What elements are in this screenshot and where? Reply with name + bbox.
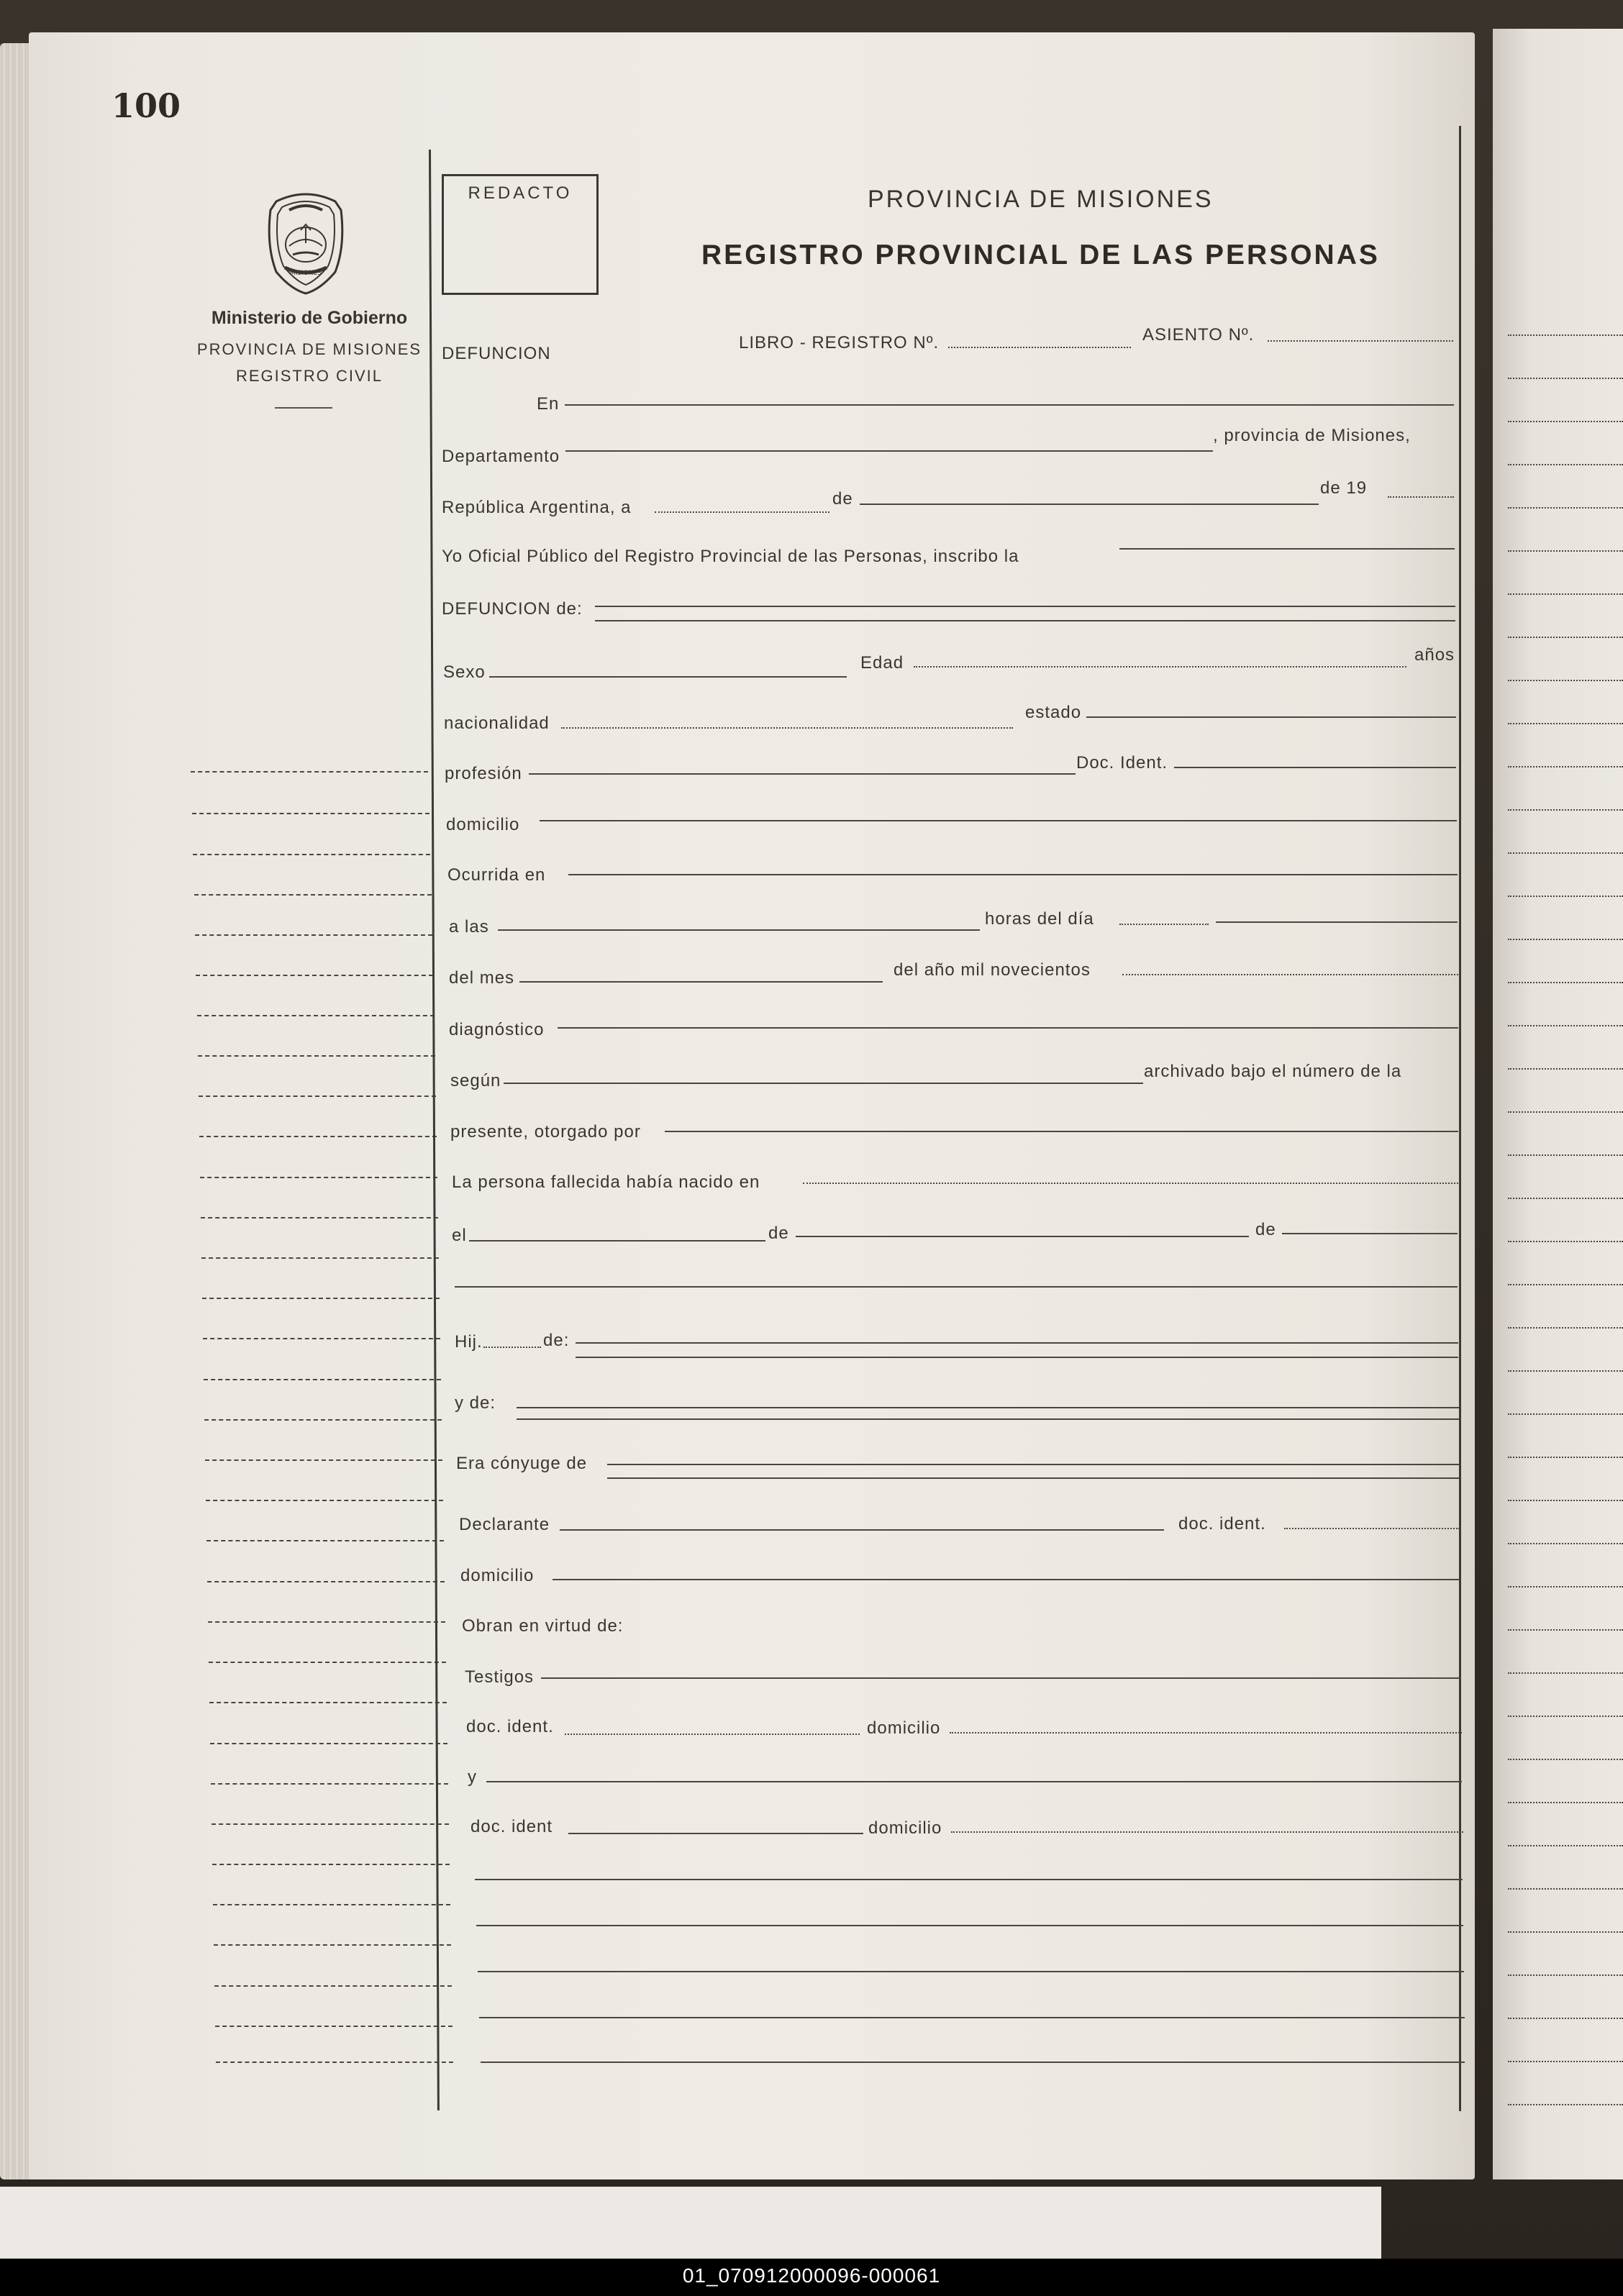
margin-line bbox=[216, 2062, 453, 2063]
birth-month-field[interactable] bbox=[796, 1236, 1249, 1237]
declarante-field[interactable] bbox=[560, 1529, 1164, 1531]
mother-field[interactable] bbox=[517, 1407, 1459, 1408]
birth-year-field[interactable] bbox=[1282, 1233, 1458, 1234]
facing-line bbox=[1508, 421, 1623, 422]
defuncion-de-field[interactable] bbox=[595, 606, 1455, 607]
year-field[interactable] bbox=[1388, 496, 1454, 498]
y-label: y bbox=[468, 1767, 477, 1787]
en-label: En bbox=[537, 394, 560, 414]
facing-line bbox=[1508, 637, 1623, 638]
facing-line bbox=[1508, 2061, 1623, 2062]
misiones-seal-icon bbox=[260, 188, 351, 295]
presente-label: presente, otorgado por bbox=[450, 1122, 641, 1142]
sexo-field[interactable] bbox=[489, 676, 847, 678]
sexo-label: Sexo bbox=[443, 662, 486, 682]
declarante-doc-label: doc. ident. bbox=[1178, 1514, 1266, 1534]
margin-line bbox=[210, 1743, 447, 1744]
departamento-field[interactable] bbox=[565, 450, 1213, 452]
ministry-province: PROVINCIA DE MISIONES bbox=[196, 340, 422, 358]
margin-line bbox=[204, 1379, 441, 1380]
facing-line bbox=[1508, 896, 1623, 897]
facing-line bbox=[1508, 1759, 1623, 1760]
facing-line bbox=[1508, 1845, 1623, 1846]
province-title: PROVINCIA DE MISIONES bbox=[868, 186, 1214, 213]
asiento-label: ASIENTO Nº. bbox=[1142, 325, 1255, 345]
diagnostico-field[interactable] bbox=[558, 1027, 1458, 1029]
margin-line bbox=[195, 934, 432, 936]
margin-line bbox=[212, 1864, 450, 1865]
de-colon-label: de: bbox=[543, 1331, 570, 1350]
redacto-label: REDACTO bbox=[468, 183, 573, 203]
conyuge-label: Era cónyuge de bbox=[456, 1454, 588, 1473]
facing-line bbox=[1508, 1931, 1623, 1933]
a-las-label: a las bbox=[449, 917, 489, 937]
defuncion-de-label: DEFUNCION de: bbox=[442, 599, 583, 619]
estado-label: estado bbox=[1025, 703, 1082, 722]
estado-field[interactable] bbox=[1086, 716, 1456, 718]
anos-label: años bbox=[1414, 645, 1455, 665]
margin-line bbox=[198, 1055, 435, 1057]
inscribo-field[interactable] bbox=[1119, 548, 1455, 550]
margin-line bbox=[192, 813, 429, 814]
facing-line bbox=[1508, 1888, 1623, 1890]
witness1-domicilio-field[interactable] bbox=[950, 1732, 1462, 1734]
blank-line[interactable] bbox=[481, 2062, 1465, 2063]
facing-line bbox=[1508, 464, 1623, 465]
registry-title: REGISTRO PROVINCIAL DE LAS PERSONAS bbox=[701, 240, 1380, 270]
day-field[interactable] bbox=[655, 511, 829, 513]
el-label: el bbox=[452, 1226, 467, 1245]
margin-line bbox=[199, 1136, 437, 1137]
facing-line bbox=[1508, 1500, 1623, 1501]
ocurrida-en-label: Ocurrida en bbox=[447, 865, 546, 885]
testigos-field[interactable] bbox=[541, 1677, 1461, 1679]
divider bbox=[275, 407, 332, 409]
facing-line bbox=[1508, 2104, 1623, 2105]
testigos-label: Testigos bbox=[465, 1667, 535, 1687]
yo-oficial-text: Yo Oficial Público del Registro Provincial de las Personas, inscribo la bbox=[442, 547, 1019, 566]
profesion-field[interactable] bbox=[529, 773, 1076, 775]
persona-nacido-label: La persona fallecida había nacido en bbox=[452, 1172, 760, 1192]
facing-line bbox=[1508, 507, 1623, 509]
image-caption: 01_070912000096-000061 bbox=[682, 2264, 941, 2287]
declarante-domicilio-field[interactable] bbox=[553, 1579, 1460, 1580]
facing-line bbox=[1508, 723, 1623, 724]
facing-line bbox=[1508, 1284, 1623, 1285]
de-label-3: de bbox=[1255, 1220, 1276, 1239]
margin-line bbox=[191, 771, 428, 773]
ocurrida-en-field[interactable] bbox=[568, 874, 1458, 875]
departamento-label: Departamento bbox=[442, 447, 560, 466]
facing-line bbox=[1508, 809, 1623, 811]
defuncion-de-field-2[interactable] bbox=[595, 620, 1455, 621]
father-field[interactable] bbox=[576, 1342, 1458, 1344]
margin-line bbox=[203, 1338, 440, 1339]
facing-line bbox=[1508, 1413, 1623, 1415]
y-de-label: y de: bbox=[455, 1393, 496, 1413]
edad-field[interactable] bbox=[914, 666, 1406, 668]
facing-line bbox=[1508, 1974, 1623, 1976]
conyuge-field[interactable] bbox=[607, 1464, 1459, 1465]
obran-label: Obran en virtud de: bbox=[462, 1616, 624, 1636]
margin-line bbox=[197, 1015, 435, 1016]
archivado-text: archivado bajo el número de la bbox=[1144, 1062, 1402, 1081]
margin-line bbox=[207, 1581, 445, 1582]
blank-line[interactable] bbox=[455, 1286, 1458, 1288]
facing-line bbox=[1508, 1111, 1623, 1113]
horas-del-dia-label: horas del día bbox=[985, 909, 1094, 929]
domicilio-field[interactable] bbox=[540, 820, 1457, 821]
facing-line bbox=[1508, 1457, 1623, 1458]
del-mes-label: del mes bbox=[449, 968, 515, 988]
facing-line bbox=[1508, 1586, 1623, 1587]
seal-lettering: MISIONES bbox=[289, 270, 322, 277]
blank-line[interactable] bbox=[479, 2017, 1465, 2018]
facing-line bbox=[1508, 1198, 1623, 1199]
defuncion-label: DEFUNCION bbox=[442, 344, 551, 363]
month-field[interactable] bbox=[860, 504, 1319, 505]
margin-line bbox=[200, 1177, 437, 1178]
del-ano-field[interactable] bbox=[1122, 974, 1458, 975]
facing-line bbox=[1508, 1629, 1623, 1631]
facing-line bbox=[1508, 334, 1623, 336]
witness2-doc-label: doc. ident bbox=[470, 1817, 553, 1836]
provincia-misiones-text: , provincia de Misiones, bbox=[1213, 426, 1411, 445]
facing-line bbox=[1508, 1802, 1623, 1803]
facing-line bbox=[1508, 378, 1623, 379]
facing-line bbox=[1508, 1672, 1623, 1674]
mother-field-2[interactable] bbox=[517, 1418, 1459, 1420]
facing-line bbox=[1508, 1370, 1623, 1372]
otorgado-por-field[interactable] bbox=[665, 1131, 1458, 1132]
hij-field[interactable] bbox=[483, 1347, 541, 1348]
de-19-label: de 19 bbox=[1320, 478, 1368, 498]
edad-label: Edad bbox=[860, 653, 904, 673]
witness2-doc-field[interactable] bbox=[568, 1833, 863, 1834]
facing-line bbox=[1508, 1025, 1623, 1026]
margin-line bbox=[211, 1783, 448, 1785]
margin-line bbox=[214, 1944, 451, 1946]
margin-line bbox=[202, 1298, 440, 1299]
margin-line bbox=[209, 1662, 446, 1663]
father-field-2[interactable] bbox=[576, 1357, 1458, 1358]
blank-line[interactable] bbox=[476, 1925, 1463, 1926]
en-field[interactable] bbox=[565, 404, 1454, 406]
facing-line bbox=[1508, 1154, 1623, 1156]
conyuge-field-2[interactable] bbox=[607, 1477, 1459, 1479]
margin-line bbox=[212, 1823, 449, 1825]
facing-line bbox=[1508, 2018, 1623, 2019]
republica-label: República Argentina, a bbox=[442, 498, 632, 517]
redacto-box bbox=[442, 174, 599, 295]
margin-line bbox=[204, 1419, 442, 1421]
hij-label: Hij. bbox=[455, 1332, 483, 1352]
witness1-doc-field[interactable] bbox=[565, 1734, 860, 1735]
margin-line bbox=[193, 854, 430, 855]
dia-field-1[interactable] bbox=[1119, 924, 1209, 925]
nacionalidad-field[interactable] bbox=[561, 727, 1013, 729]
nacionalidad-label: nacionalidad bbox=[444, 714, 550, 733]
declarante-doc-field[interactable] bbox=[1284, 1528, 1460, 1529]
margin-line bbox=[206, 1540, 444, 1541]
dia-field-2[interactable] bbox=[1216, 921, 1458, 923]
ministry-registry: REGISTRO CIVIL bbox=[235, 367, 383, 385]
segun-field[interactable] bbox=[504, 1083, 1143, 1084]
facing-line bbox=[1508, 766, 1623, 767]
page-number: 100 bbox=[112, 86, 181, 125]
nacido-en-field[interactable] bbox=[803, 1183, 1458, 1184]
de-label: de bbox=[832, 489, 853, 509]
del-ano-label: del año mil novecientos bbox=[894, 960, 1091, 980]
declarante-label: Declarante bbox=[459, 1515, 550, 1534]
witness2-domicilio-field[interactable] bbox=[951, 1831, 1463, 1833]
margin-line bbox=[196, 975, 433, 976]
margin-line bbox=[213, 1904, 450, 1905]
de-label-2: de bbox=[768, 1224, 789, 1243]
facing-line bbox=[1508, 1068, 1623, 1070]
a-las-field[interactable] bbox=[498, 929, 980, 931]
blank-line[interactable] bbox=[478, 1971, 1464, 1972]
declarante-domicilio-label: domicilio bbox=[460, 1566, 535, 1585]
witness1-doc-label: doc. ident. bbox=[466, 1717, 554, 1736]
margin-line bbox=[209, 1702, 447, 1703]
witness2-domicilio-label: domicilio bbox=[868, 1818, 942, 1838]
diagnostico-label: diagnóstico bbox=[449, 1020, 545, 1039]
margin-line bbox=[199, 1095, 436, 1097]
facing-line bbox=[1508, 680, 1623, 681]
libro-registro-label: LIBRO - REGISTRO Nº. bbox=[739, 333, 940, 352]
margin-line bbox=[201, 1217, 438, 1218]
background-surface bbox=[0, 2187, 1381, 2266]
margin-line bbox=[215, 2026, 453, 2027]
ministry-name: Ministerio de Gobierno bbox=[211, 308, 408, 328]
facing-line bbox=[1508, 593, 1623, 595]
facing-page bbox=[1493, 29, 1623, 2179]
del-mes-field[interactable] bbox=[519, 981, 883, 983]
facing-line bbox=[1508, 1241, 1623, 1242]
right-vertical-rule bbox=[1459, 126, 1461, 2111]
facing-line bbox=[1508, 1327, 1623, 1329]
facing-line bbox=[1508, 852, 1623, 854]
facing-line bbox=[1508, 1543, 1623, 1544]
doc-ident-field[interactable] bbox=[1174, 767, 1456, 768]
witness1-domicilio-label: domicilio bbox=[867, 1718, 941, 1738]
domicilio-label: domicilio bbox=[446, 815, 520, 834]
margin-line bbox=[205, 1459, 442, 1461]
blank-line[interactable] bbox=[475, 1879, 1463, 1880]
facing-line bbox=[1508, 550, 1623, 552]
segun-label: según bbox=[450, 1071, 501, 1090]
facing-line bbox=[1508, 939, 1623, 940]
asiento-field[interactable] bbox=[1268, 340, 1453, 342]
facing-line bbox=[1508, 982, 1623, 983]
doc-ident-label: Doc. Ident. bbox=[1076, 753, 1168, 773]
margin-line bbox=[206, 1500, 443, 1501]
margin-line bbox=[214, 1985, 452, 1987]
margin-line bbox=[194, 894, 432, 896]
margin-line bbox=[201, 1257, 439, 1259]
margin-line bbox=[208, 1621, 445, 1623]
facing-line bbox=[1508, 1716, 1623, 1717]
witness2-field[interactable] bbox=[486, 1781, 1462, 1782]
libro-registro-field[interactable] bbox=[948, 347, 1131, 348]
el-day-field[interactable] bbox=[469, 1240, 765, 1242]
profesion-label: profesión bbox=[445, 764, 522, 783]
